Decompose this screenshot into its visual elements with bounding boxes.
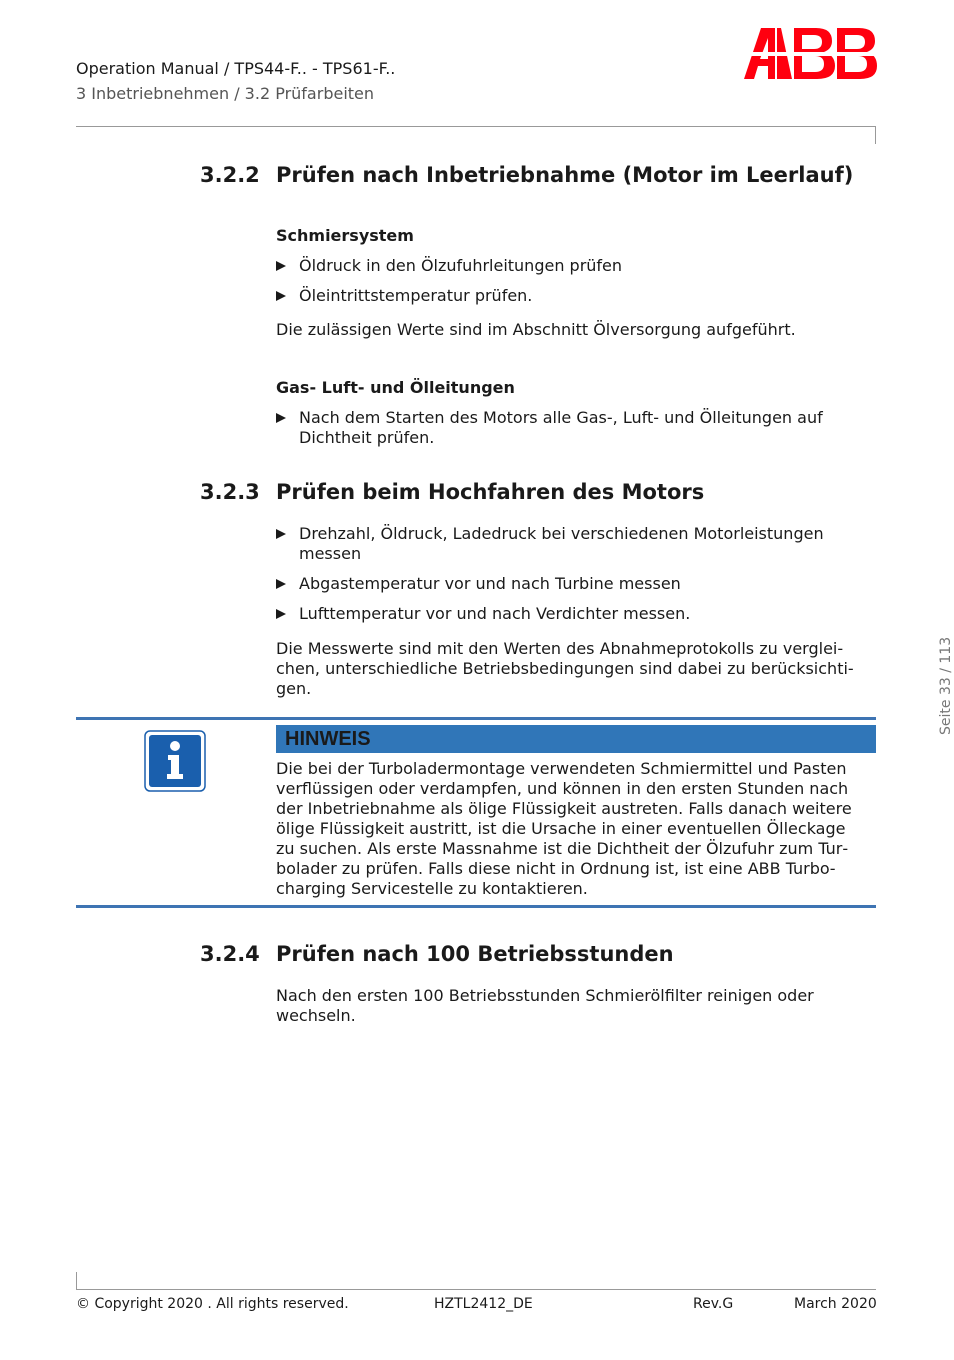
bullet-triangle-icon <box>276 609 286 619</box>
header-corner-tick <box>875 126 876 144</box>
note-top-rule <box>76 717 876 720</box>
section-3-2-2-number: 3.2.2 <box>200 163 260 187</box>
info-icon <box>144 730 206 792</box>
section-3-2-3-number: 3.2.3 <box>200 480 260 504</box>
footer-copyright: © Copyright 2020 . All rights reserved. <box>76 1296 349 1312</box>
paragraph: Die zulässigen Werte sind im Abschnitt Ölversorgung aufgeführt. <box>276 320 796 339</box>
header-divider <box>76 126 876 127</box>
subheading-schmiersystem: Schmiersystem <box>276 226 414 245</box>
paragraph: Die Messwerte sind mit den Werten des Abnahmeprotokolls zu vergleichen, unterschiedliche Betriebsbedingungen sind dabei zu berücksichtigen. <box>276 639 854 698</box>
subheading-leitungen: Gas- Luft- und Ölleitungen <box>276 378 515 397</box>
abb-logo <box>744 28 877 80</box>
section-3-2-3-title: Prüfen beim Hochfahren des Motors <box>276 480 705 504</box>
paragraph: Nach den ersten 100 Betriebsstunden Schmierölfilter reinigen oder wechseln. <box>276 986 814 1025</box>
bullet-item: Drehzahl, Öldruck, Ladedruck bei verschiedenen Motorleistungen messen <box>276 524 856 564</box>
bullet-triangle-icon <box>276 413 286 423</box>
footer-revision: Rev.G <box>693 1296 734 1312</box>
bullet-item: Lufttemperatur vor und nach Verdichter messen. <box>276 604 856 624</box>
bullet-triangle-icon <box>276 579 286 589</box>
bullet-item: Nach dem Starten des Motors alle Gas-, Luft- und Ölleitungen auf Dichtheit prüfen. <box>276 408 856 448</box>
bullet-triangle-icon <box>276 291 286 301</box>
footer-corner-tick <box>76 1272 77 1290</box>
footer-doc-id: HZTL2412_DE <box>434 1296 533 1312</box>
note-label: HINWEIS <box>276 725 876 753</box>
bullet-triangle-icon <box>276 261 286 271</box>
footer-divider <box>76 1289 876 1290</box>
bullet-triangle-icon <box>276 529 286 539</box>
note-bottom-rule <box>76 905 876 908</box>
note-text: Die bei der Turboladermontage verwendeten Schmiermittel und Pasten verflüssigen oder verdampfen, und können in den ersten Stunden nach der Inbetriebnahme als ölige Flüssigkeit austreten. Falls danach weitere ölige Flüssigkeit austritt, ist die Ursache in einer eventuellen Ölleckage zu suchen. Als erste Massnahme ist die Dichtheit der Ölzufuhr zum Turbolader zu prüfen. Falls diese nicht in Ordnung ist, ist eine ABB Turbocharging Servicestelle zu kontaktieren. <box>276 759 852 898</box>
section-3-2-4-number: 3.2.4 <box>200 942 260 966</box>
footer-date: March 2020 <box>794 1296 877 1312</box>
manual-title: Operation Manual / TPS44-F.. - TPS61-F.. <box>76 59 396 78</box>
section-3-2-4-title: Prüfen nach 100 Betriebsstunden <box>276 942 674 966</box>
bullet-item: Öldruck in den Ölzufuhrleitungen prüfen <box>276 256 856 276</box>
bullet-item: Abgastemperatur vor und nach Turbine messen <box>276 574 856 594</box>
bullet-item: Öleintrittstemperatur prüfen. <box>276 286 856 306</box>
section-3-2-2-title: Prüfen nach Inbetriebnahme (Motor im Leerlauf) <box>276 163 854 187</box>
breadcrumb: 3 Inbetriebnehmen / 3.2 Prüfarbeiten <box>76 84 375 103</box>
page-number: Seite 33 / 113 <box>938 636 954 735</box>
